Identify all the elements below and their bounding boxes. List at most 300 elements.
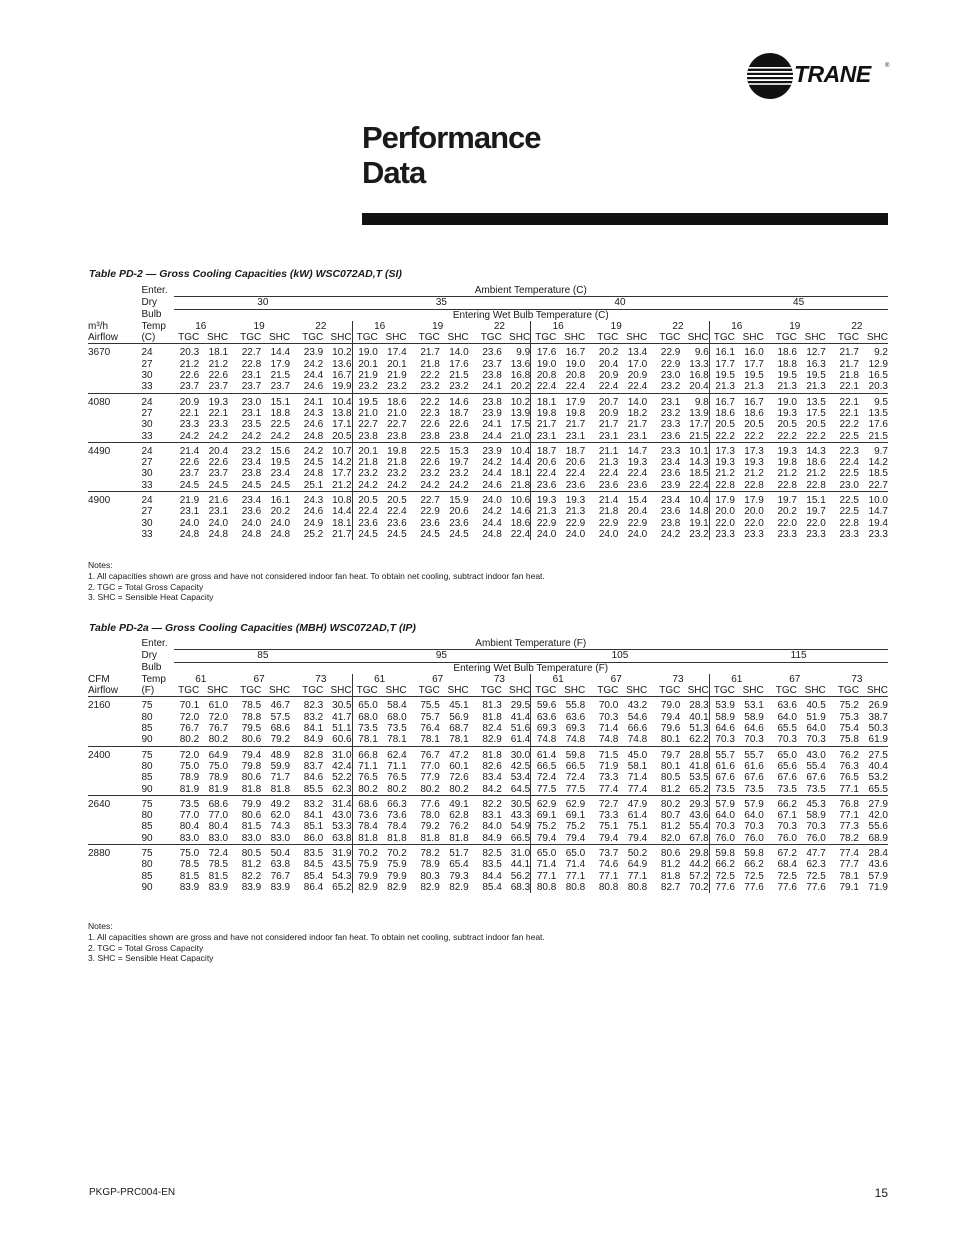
capacity-value: 10.4 — [323, 393, 352, 408]
dry-bulb-value: 90 — [141, 832, 153, 844]
capacity-value: 81.2 — [660, 859, 681, 871]
capacity-value: 64.9 — [627, 859, 648, 871]
ambient-temp-0: 30 — [174, 297, 353, 309]
capacity-value: 20.4 — [680, 381, 709, 393]
shc-header: SHC — [680, 332, 709, 344]
capacity-value: 24.0 — [627, 528, 648, 540]
capacity-value: 19.7 — [806, 506, 826, 518]
capacity-value: 64.6 — [715, 723, 735, 735]
capacity-value: 23.2 — [680, 529, 709, 540]
capacity-value: 78.8 — [241, 711, 262, 723]
capacity-value: 23.2 — [449, 381, 469, 393]
capacity-value: 45.3 — [797, 795, 826, 810]
capacity-value: 23.1 — [565, 430, 586, 442]
capacity-value: 23.6 — [449, 517, 469, 529]
capacity-value: 22.9 — [420, 506, 440, 518]
capacity-value: 21.2 — [777, 468, 797, 480]
wet-bulb-2: 22 — [647, 321, 709, 332]
capacity-value: 22.0 — [744, 517, 764, 529]
tgc-header: TGC — [659, 332, 681, 344]
capacity-value: 18.6 — [378, 393, 407, 408]
capacity-value: 72.5 — [806, 870, 826, 882]
table-row — [88, 810, 888, 821]
capacity-value: 53.4 — [502, 772, 531, 783]
capacity-value: 79.5 — [241, 723, 262, 735]
capacity-value: 24.2 — [660, 528, 681, 540]
blank-cell — [88, 784, 141, 796]
capacity-value: 22.4 — [358, 506, 378, 518]
dry-bulb-value: 80 — [141, 760, 153, 772]
capacity-value: 65.5 — [777, 723, 797, 735]
capacity-value: 19.5 — [352, 393, 378, 408]
capacity-value: 23.2 — [660, 381, 681, 393]
dry-bulb-value: 24 — [141, 393, 173, 408]
shc-header: SHC — [502, 332, 531, 344]
capacity-value: 79.4 — [536, 832, 557, 844]
capacity-value: 79.2 — [270, 734, 291, 746]
capacity-value: 18.6 — [502, 518, 531, 529]
capacity-value: 14.3 — [797, 442, 826, 457]
capacity-value: 81.8 — [660, 870, 681, 882]
blank-cell — [88, 297, 141, 309]
bulb-label: Bulb — [141, 309, 162, 321]
capacity-value: 54.3 — [323, 871, 352, 882]
capacity-value: 25.1 — [303, 479, 324, 491]
capacity-value: 21.9 — [174, 492, 200, 507]
capacity-value: 72.0 — [179, 711, 200, 723]
capacity-value: 22.8 — [839, 517, 859, 529]
capacity-value: 76.8 — [826, 795, 859, 810]
capacity-value: 57.9 — [735, 795, 764, 810]
dry-bulb-value: 33 — [141, 528, 153, 540]
capacity-value: 68.3 — [502, 882, 531, 893]
capacity-value: 10.2 — [502, 393, 531, 408]
capacity-value: 14.3 — [680, 457, 709, 468]
capacity-value: 21.9 — [358, 370, 378, 382]
airflow-value: 3670 — [88, 344, 141, 359]
table-row — [88, 431, 888, 443]
capacity-value: 74.6 — [598, 859, 619, 871]
capacity-value: 83.5 — [482, 859, 502, 871]
capacity-value: 21.3 — [536, 506, 557, 518]
capacity-value: 62.9 — [556, 795, 585, 810]
blank-cell — [88, 638, 141, 650]
capacity-value: 24.2 — [482, 457, 502, 469]
capacity-value: 62.0 — [270, 810, 291, 822]
capacity-value: 43.6 — [680, 810, 709, 821]
capacity-value: 23.7 — [208, 468, 229, 480]
capacity-value: 84.9 — [482, 832, 502, 844]
airflow-value: 4900 — [88, 492, 141, 507]
capacity-value: 10.8 — [323, 492, 352, 507]
capacity-value: 81.2 — [660, 821, 681, 833]
capacity-value: 63.8 — [323, 833, 352, 845]
dry-bulb-value: 75 — [141, 746, 173, 761]
tgc-header: TGC — [302, 685, 324, 697]
capacity-value: 23.4 — [228, 492, 261, 507]
capacity-value: 23.6 — [660, 430, 681, 442]
table-row — [88, 468, 888, 479]
blank-cell — [88, 518, 141, 529]
capacity-value: 72.4 — [565, 772, 586, 784]
capacity-value: 79.4 — [565, 832, 586, 844]
capacity-value: 73.5 — [387, 723, 407, 735]
capacity-value: 22.1 — [179, 407, 200, 419]
capacity-value: 55.4 — [806, 760, 826, 772]
capacity-value: 43.0 — [797, 746, 826, 761]
capacity-value: 21.2 — [744, 468, 764, 480]
capacity-value: 20.2 — [585, 344, 618, 359]
capacity-value: 83.9 — [208, 881, 229, 893]
capacity-value: 29.5 — [502, 697, 531, 712]
capacity-value: 22.8 — [777, 479, 797, 491]
capacity-value: 18.2 — [627, 407, 648, 419]
shc-header: SHC — [323, 685, 352, 697]
capacity-value: 19.4 — [868, 517, 888, 529]
blank-cell — [88, 882, 141, 893]
capacity-value: 22.1 — [826, 393, 859, 408]
capacity-value: 78.1 — [387, 734, 407, 746]
table-row — [88, 746, 888, 761]
capacity-value: 19.3 — [531, 492, 557, 507]
capacity-value: 23.8 — [469, 393, 502, 408]
capacity-value: 82.2 — [469, 795, 502, 810]
capacity-value: 82.8 — [290, 746, 323, 761]
capacity-value: 19.8 — [378, 442, 407, 457]
capacity-value: 23.3 — [839, 528, 859, 540]
capacity-value: 76.3 — [839, 760, 859, 772]
capacity-value: 23.8 — [449, 430, 469, 442]
capacity-value: 77.6 — [744, 881, 764, 893]
capacity-value: 75.1 — [598, 821, 619, 833]
capacity-value: 20.1 — [387, 358, 407, 370]
capacity-value: 78.0 — [420, 810, 440, 822]
capacity-value: 69.3 — [565, 723, 586, 735]
temp-unit: (C) — [141, 332, 156, 344]
capacity-value: 9.6 — [680, 344, 709, 359]
capacity-value: 77.1 — [598, 870, 619, 882]
capacity-value: 20.5 — [806, 419, 826, 431]
capacity-value: 19.0 — [764, 393, 797, 408]
capacity-value: 23.2 — [228, 442, 261, 457]
capacity-value: 55.4 — [680, 821, 709, 832]
capacity-value: 21.2 — [179, 358, 200, 370]
capacity-value: 24.8 — [241, 528, 262, 540]
capacity-value: 83.0 — [241, 832, 262, 844]
capacity-value: 71.9 — [868, 881, 888, 893]
capacity-value: 41.8 — [680, 761, 709, 772]
capacity-value: 77.1 — [627, 870, 648, 882]
capacity-value: 72.0 — [208, 711, 229, 723]
capacity-value: 24.0 — [565, 528, 586, 540]
shc-header: SHC — [742, 685, 764, 697]
capacity-value: 61.4 — [627, 810, 648, 822]
capacity-value: 68.6 — [199, 795, 228, 810]
capacity-value: 81.5 — [208, 870, 229, 882]
capacity-value: 21.7 — [598, 419, 619, 431]
capacity-value: 84.0 — [482, 821, 502, 833]
dry-bulb-value: 30 — [141, 419, 153, 431]
capacity-value: 83.9 — [179, 881, 200, 893]
capacity-value: 22.0 — [777, 517, 797, 529]
capacity-value: 24.5 — [208, 479, 229, 491]
capacity-value: 31.0 — [323, 746, 352, 761]
capacity-value: 78.4 — [358, 821, 378, 833]
wet-bulb-2: 73 — [647, 674, 709, 685]
capacity-value: 24.8 — [482, 528, 502, 540]
tgc-header: TGC — [418, 685, 440, 697]
capacity-value: 12.7 — [797, 344, 826, 359]
capacity-value: 78.9 — [420, 859, 440, 871]
capacity-value: 70.3 — [715, 821, 735, 833]
capacity-value: 9.9 — [502, 344, 531, 359]
table-row — [88, 697, 888, 712]
capacity-value: 47.7 — [797, 845, 826, 860]
capacity-value: 20.8 — [565, 370, 586, 382]
capacity-value: 81.9 — [179, 783, 200, 795]
capacity-value: 24.5 — [449, 528, 469, 540]
capacity-value: 17.3 — [735, 442, 764, 457]
capacity-value: 20.5 — [352, 492, 378, 507]
capacity-value: 65.0 — [764, 746, 797, 761]
airflow-value: 2400 — [88, 746, 141, 761]
table-row — [88, 393, 888, 408]
capacity-value: 59.6 — [531, 697, 557, 712]
capacity-value: 18.1 — [531, 393, 557, 408]
note-line: 2. TGC = Total Gross Capacity — [88, 581, 204, 592]
capacity-value: 17.5 — [806, 407, 826, 419]
entering-wet-bulb-header: Entering Wet Bulb Temperature (F) — [453, 662, 609, 674]
capacity-value: 16.1 — [261, 492, 290, 507]
capacity-value: 21.6 — [199, 492, 228, 507]
capacity-value: 72.5 — [744, 870, 764, 882]
capacity-value: 80.8 — [598, 881, 619, 893]
capacity-value: 66.5 — [565, 760, 586, 772]
capacity-value: 16.7 — [323, 370, 352, 381]
capacity-value: 71.1 — [358, 760, 378, 772]
capacity-value: 82.9 — [420, 881, 440, 893]
capacity-value: 78.2 — [839, 832, 859, 844]
capacity-value: 21.0 — [502, 431, 531, 443]
capacity-value: 22.8 — [806, 479, 826, 491]
tgc-header: TGC — [302, 332, 324, 344]
capacity-value: 15.1 — [797, 492, 826, 507]
table-row — [88, 457, 888, 468]
capacity-value: 68.0 — [358, 711, 378, 723]
capacity-value: 22.2 — [407, 393, 440, 408]
capacity-value: 21.9 — [387, 370, 407, 382]
tgc-header: TGC — [178, 332, 200, 344]
table-row — [88, 833, 888, 845]
capacity-value: 68.9 — [868, 832, 888, 844]
capacity-value: 71.4 — [536, 859, 557, 871]
capacity-value: 22.7 — [868, 479, 888, 491]
capacity-value: 22.4 — [627, 381, 648, 393]
capacity-value: 67.6 — [806, 772, 826, 784]
capacity-value: 24.2 — [420, 479, 440, 491]
capacity-value: 22.4 — [536, 381, 557, 393]
airflow-value: 2160 — [88, 697, 141, 712]
capacity-value: 22.0 — [806, 517, 826, 529]
capacity-value: 80.6 — [241, 772, 262, 784]
capacity-value: 79.4 — [627, 832, 648, 844]
capacity-value: 29.8 — [680, 845, 709, 860]
wet-bulb-2: 22 — [851, 320, 863, 332]
capacity-value: 22.5 — [839, 506, 859, 518]
capacity-value: 81.2 — [660, 783, 681, 795]
wet-bulb-1: 67 — [432, 673, 444, 685]
capacity-value: 22.9 — [565, 517, 586, 529]
capacity-value: 51.3 — [680, 723, 709, 734]
capacity-value: 50.2 — [618, 845, 647, 860]
capacity-value: 80.2 — [358, 783, 378, 795]
tgc-header: TGC — [597, 685, 619, 697]
capacity-value: 23.3 — [660, 419, 681, 431]
capacity-value: 23.4 — [270, 468, 291, 480]
capacity-value: 82.2 — [241, 870, 262, 882]
capacity-value: 70.3 — [806, 821, 826, 833]
capacity-value: 73.7 — [585, 845, 618, 860]
capacity-value: 80.2 — [647, 795, 680, 810]
capacity-value: 20.5 — [744, 419, 764, 431]
capacity-value: 75.5 — [407, 697, 440, 712]
capacity-value: 22.7 — [407, 492, 440, 507]
blank-cell — [88, 381, 141, 393]
capacity-value: 20.9 — [627, 370, 648, 382]
capacity-value: 24.1 — [482, 419, 502, 431]
capacity-value: 75.1 — [627, 821, 648, 833]
capacity-value: 14.4 — [502, 457, 531, 468]
capacity-value: 22.4 — [598, 468, 619, 480]
capacity-value: 40.1 — [680, 712, 709, 723]
capacity-value: 22.5 — [407, 442, 440, 457]
capacity-value: 58.9 — [806, 810, 826, 822]
shc-header: SHC — [866, 685, 888, 697]
capacity-value: 16.8 — [680, 370, 709, 381]
table-caption-ip: Table PD-2a — Gross Cooling Capacities (MBH) WSC072AD,T (IP) — [89, 622, 416, 634]
capacity-value: 50.4 — [261, 845, 290, 860]
shc-header: SHC — [564, 685, 586, 697]
capacity-value: 19.0 — [352, 344, 378, 359]
tgc-header: TGC — [535, 332, 557, 344]
capacity-value: 63.6 — [565, 711, 586, 723]
capacity-value: 18.6 — [806, 457, 826, 469]
capacity-value: 17.0 — [627, 358, 648, 370]
capacity-value: 22.2 — [839, 419, 859, 431]
blank-cell — [88, 309, 141, 321]
capacity-value: 17.9 — [556, 393, 585, 408]
capacity-value: 75.8 — [839, 734, 859, 746]
capacity-value: 64.5 — [502, 784, 531, 796]
shc-header: SHC — [385, 332, 407, 344]
capacity-value: 57.2 — [680, 871, 709, 882]
capacity-value: 22.2 — [777, 430, 797, 442]
capacity-value: 77.1 — [839, 810, 859, 822]
shc-header: SHC — [447, 332, 469, 344]
capacity-value: 66.2 — [715, 859, 735, 871]
capacity-value: 82.3 — [290, 697, 323, 712]
capacity-value: 44.2 — [680, 859, 709, 870]
capacity-value: 13.6 — [502, 359, 531, 370]
capacity-value: 66.2 — [744, 859, 764, 871]
enter-label: Enter. — [141, 638, 168, 650]
capacity-value: 14.6 — [440, 393, 469, 408]
capacity-value: 66.5 — [536, 760, 557, 772]
capacity-value: 24.6 — [303, 506, 324, 518]
capacity-value: 14.8 — [680, 506, 709, 517]
capacity-value: 17.7 — [323, 468, 352, 479]
capacity-value: 76.2 — [449, 821, 469, 833]
capacity-value: 10.1 — [680, 442, 709, 457]
capacity-value: 23.2 — [449, 468, 469, 480]
capacity-value: 76.2 — [826, 746, 859, 761]
capacity-value: 22.9 — [647, 344, 680, 359]
capacity-value: 24.4 — [303, 370, 324, 382]
wet-bulb-0: 16 — [552, 320, 564, 332]
capacity-value: 73.5 — [744, 783, 764, 795]
capacity-value: 64.9 — [199, 746, 228, 761]
capacity-value: 16.7 — [556, 344, 585, 359]
capacity-value: 67.6 — [715, 772, 735, 784]
capacity-value: 23.7 — [241, 381, 262, 393]
table-row — [88, 492, 888, 507]
capacity-value: 83.0 — [208, 832, 229, 844]
shc-header: SHC — [502, 685, 531, 697]
capacity-value: 23.1 — [208, 506, 229, 518]
capacity-value: 17.3 — [709, 442, 735, 457]
capacity-value: 22.8 — [744, 479, 764, 491]
capacity-value: 82.9 — [449, 881, 469, 893]
capacity-value: 79.4 — [660, 711, 681, 723]
capacity-value: 23.1 — [241, 370, 262, 382]
capacity-value: 10.0 — [859, 492, 888, 507]
capacity-value: 51.6 — [502, 723, 531, 734]
capacity-value: 57.9 — [709, 795, 735, 810]
dry-bulb-value: 30 — [141, 517, 153, 529]
capacity-value: 22.6 — [420, 419, 440, 431]
capacity-value: 24.9 — [303, 517, 324, 529]
capacity-value: 77.0 — [179, 810, 200, 822]
capacity-value: 70.3 — [777, 734, 797, 746]
note-line: 1. All capacities shown are gross and have not considered indoor fan heat. To obtain net cooling, subtract indoor fan heat. — [88, 931, 545, 942]
shc-header: SHC — [564, 332, 586, 344]
capacity-value: 24.2 — [179, 430, 200, 442]
blank-cell — [88, 480, 141, 492]
note-line: Notes: — [88, 921, 113, 931]
tgc-header: TGC — [775, 332, 797, 344]
capacity-value: 83.0 — [270, 832, 291, 844]
tgc-header: TGC — [356, 685, 378, 697]
capacity-value: 78.9 — [179, 772, 200, 784]
capacity-value: 17.6 — [868, 419, 888, 431]
capacity-value: 21.5 — [270, 370, 291, 382]
capacity-value: 22.1 — [839, 407, 859, 419]
capacity-value: 79.4 — [228, 746, 261, 761]
capacity-value: 62.3 — [806, 859, 826, 871]
capacity-value: 18.8 — [777, 358, 797, 370]
ambient-temp-1: 95 — [352, 650, 531, 662]
capacity-value: 23.7 — [482, 358, 502, 370]
capacity-value: 21.7 — [323, 529, 352, 540]
capacity-value: 19.8 — [565, 407, 586, 419]
capacity-value: 10.6 — [502, 492, 531, 507]
capacity-value: 24.8 — [270, 528, 291, 540]
capacity-value: 20.1 — [358, 358, 378, 370]
capacity-value: 83.7 — [303, 760, 324, 772]
capacity-value: 22.8 — [241, 358, 262, 370]
capacity-value: 17.9 — [270, 358, 291, 370]
capacity-value: 61.4 — [502, 734, 531, 746]
